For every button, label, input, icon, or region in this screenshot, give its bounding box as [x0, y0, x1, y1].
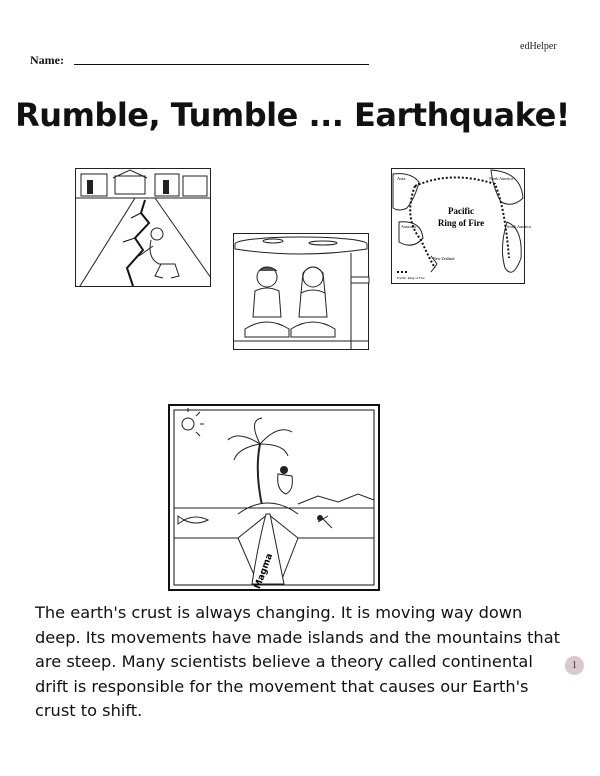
page-number-badge: 1 [565, 656, 584, 675]
map-label-north-america: North America [489, 176, 513, 181]
page-title: Rumble, Tumble ... Earthquake! [15, 96, 570, 134]
ring-of-fire-map [391, 168, 531, 284]
name-field-line [74, 64, 369, 65]
map-title-line-2: Ring of Fire [437, 218, 485, 228]
brand-label: edHelper [520, 41, 557, 52]
body-paragraph: The earth's crust is always changing. It is moving way down deep. Its movements have made islands and the mountains that are steep. Many scientists believe a theory called continental drift is responsible for the movement that causes our Earth's crust to shift. [35, 603, 560, 721]
children-under-table-illustration [233, 233, 369, 350]
map-legend-label: Pacific Ring of Fire [397, 276, 425, 280]
map-title-line-1: Pacific [448, 206, 474, 216]
island-crust-illustration [168, 404, 380, 591]
map-label-australia: Australia [401, 224, 416, 229]
name-label: Name: [30, 53, 64, 67]
map-label-asia: Asia [397, 176, 406, 181]
map-label-south-america: South America [507, 224, 531, 229]
magma-label: Magma [253, 552, 276, 591]
street-crack-illustration [75, 168, 211, 287]
map-label-new-zealand: New Zealand [433, 256, 455, 261]
